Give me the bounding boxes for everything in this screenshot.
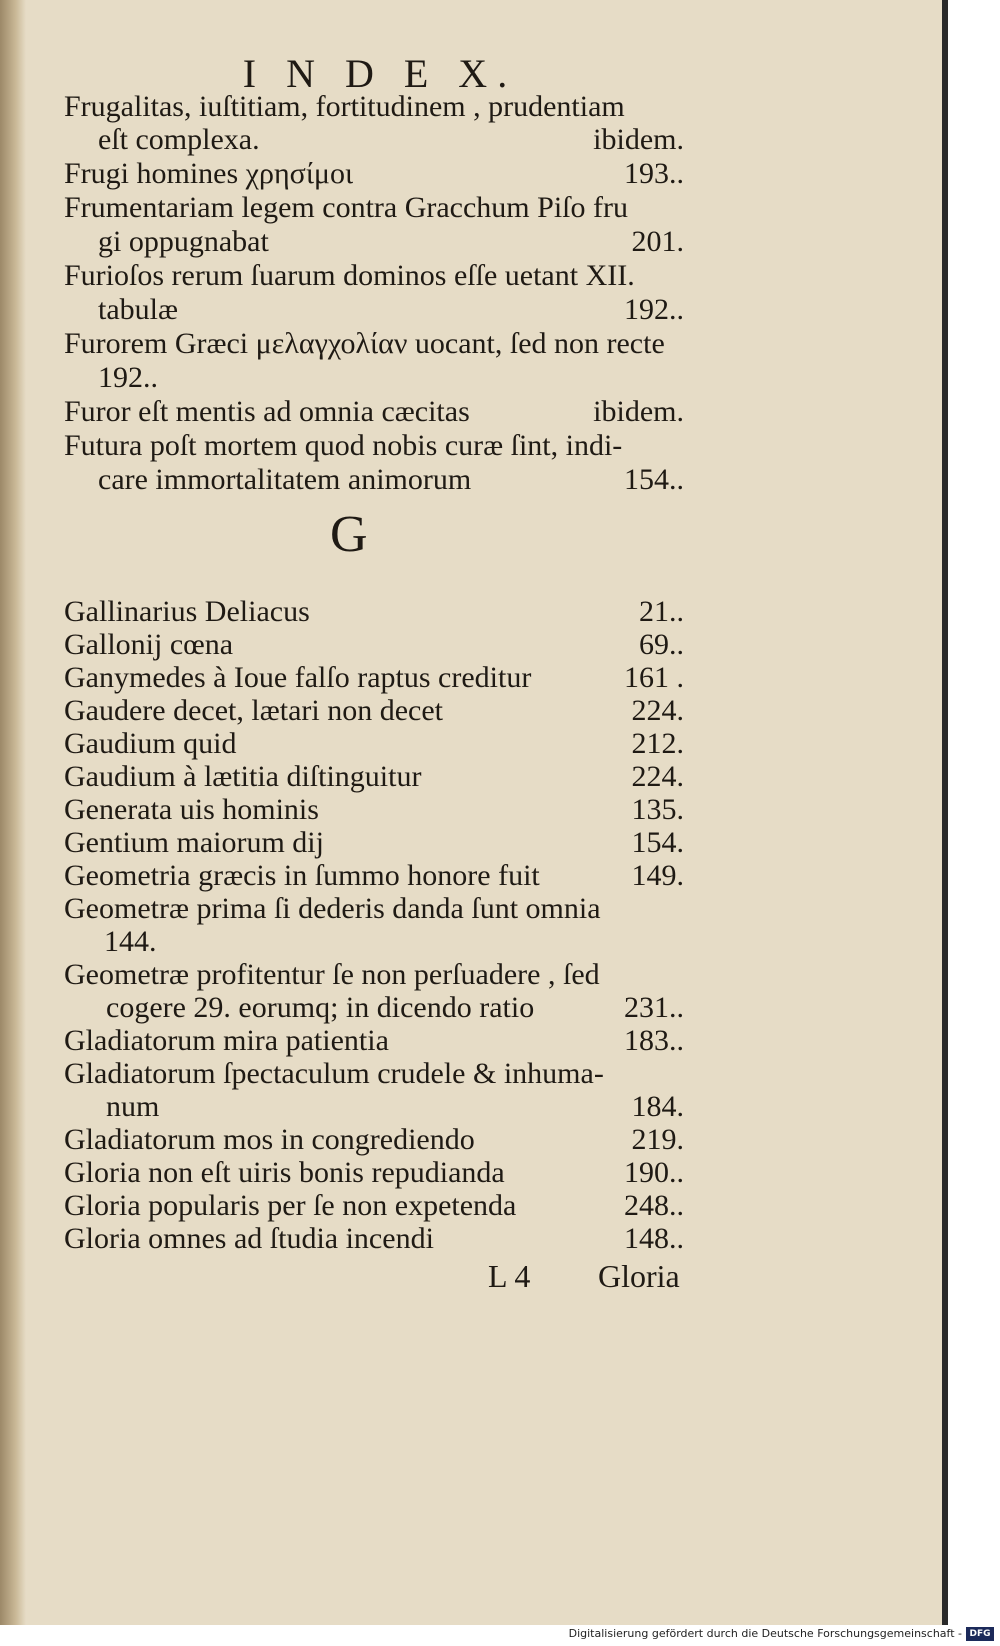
index-entry: care immortalitatem animorum 154.. [98,463,684,496]
index-entry: Frumentariam legem contra Gracchum Piſo fru [64,191,628,224]
index-entry: Gallinarius Deliacus 21.. [64,595,684,628]
credit-text: Digitalisierung gefördert durch die Deutsche Forschungsgemeinschaft - [568,1627,962,1640]
index-entry: Furioſos rerum ſuarum dominos eſſe uetant XII. [64,259,635,292]
index-entry: Gloria popularis per ſe non expetenda 248.. [64,1189,684,1222]
index-entry: Gaudere decet, lætari non decet 224. [64,694,684,727]
index-entry: Futura poſt mortem quod nobis curæ ſint, indi- [64,429,623,462]
dfg-logo: DFG [966,1627,994,1641]
index-entry: 192.. [98,361,158,394]
index-entry: Ganymedes à Ioue falſo raptus creditur 161 . [64,661,684,694]
catchword: Gloria [598,1258,680,1294]
index-entry: Gaudium quid 212. [64,727,684,760]
index-entry: Gloria non eſt uiris bonis repudianda 190.. [64,1156,684,1189]
index-entry: Gloria omnes ad ſtudia incendi 148.. [64,1222,684,1255]
index-entry: eſt complexa. ibidem. [98,123,684,156]
index-entry: Frugi homines χρησίμοι 193.. [64,157,684,190]
signature-mark: L 4 [488,1258,531,1294]
index-entry: Gladiatorum mos in congrediendo 219. [64,1123,684,1156]
index-entry: num 184. [106,1090,684,1123]
index-entry: Gladiatorum ſpectaculum crudele & inhuma- [64,1057,604,1090]
index-entry: 144. [104,925,157,958]
section-letter: G [330,506,368,563]
index-entry: Furor eſt mentis ad omnia cæcitas ibidem. [64,395,684,428]
index-entry: Gladiatorum mira patientia 183.. [64,1024,684,1057]
index-entry: Gaudium à lætitia diſtinguitur 224. [64,760,684,793]
index-entry: gi oppugnabat 201. [98,225,684,258]
credit-strip [0,1625,1000,1646]
index-entry: Furorem Græci μελαγχολίαν uocant, ſed non recte [64,327,665,360]
index-entry: Geometræ profitentur ſe non perſuadere , ſed [64,958,600,991]
page-title: I N D E X. [242,51,518,96]
index-entry: Gallonij cœna 69.. [64,628,684,661]
index-entry: Gentium maiorum dij 154. [64,826,684,859]
index-entry: cogere 29. eorumq; in dicendo ratio 231.. [106,991,684,1024]
index-entry: Generata uis hominis 135. [64,793,684,826]
index-entry: Geometræ prima ſi dederis danda ſunt omnia [64,892,601,925]
page-gutter [0,0,26,1625]
index-entry: Frugalitas, iuſtitiam, fortitudinem , prudentiam [64,90,625,123]
index-entry: Geometria græcis in ſummo honore fuit 149. [64,859,684,892]
index-entry: tabulæ 192.. [98,293,684,326]
